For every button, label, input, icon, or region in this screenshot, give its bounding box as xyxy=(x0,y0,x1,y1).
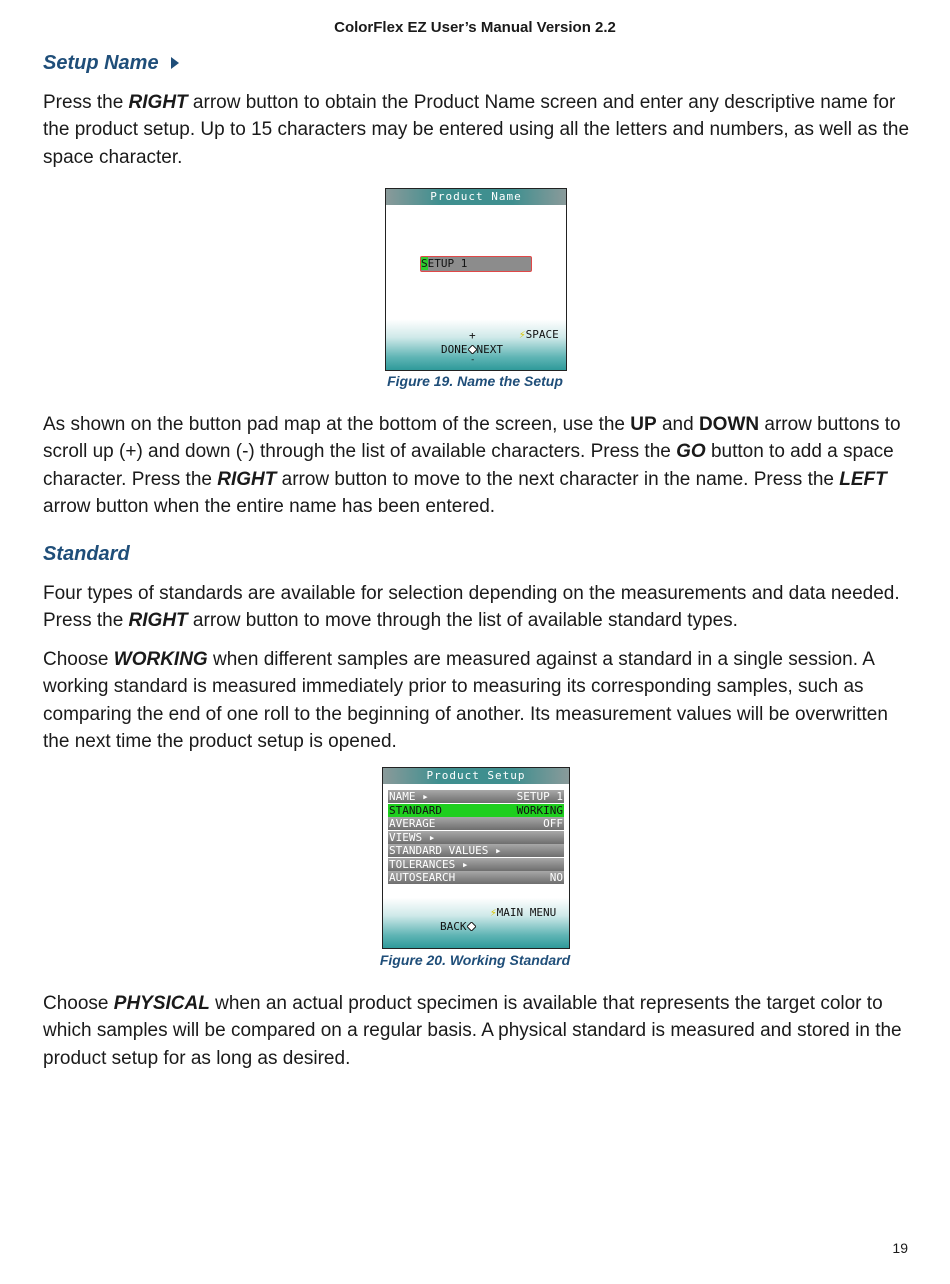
menu-row[interactable] xyxy=(388,871,564,884)
text: button to add a space character. Press the xyxy=(43,441,894,490)
menu-row-label: STANDARD xyxy=(389,803,442,817)
emphasis-right: RIGHT xyxy=(128,610,188,632)
screen-title: Product Setup xyxy=(383,768,569,784)
text: and xyxy=(656,414,699,435)
back-label: BACK xyxy=(440,920,467,933)
menu-row-label: TOLERANCES ▸ xyxy=(389,857,469,871)
emphasis-working: WORKING xyxy=(113,649,208,670)
bold-up: UP xyxy=(630,414,657,435)
figure-19-caption: Figure 19. Name the Setup xyxy=(387,373,563,389)
product-name-screen xyxy=(385,188,567,371)
dpad-icon xyxy=(468,345,477,354)
page-number: 19 xyxy=(892,1240,908,1256)
back-hint xyxy=(440,920,476,933)
section-heading-standard: Standard xyxy=(43,543,130,565)
setup-menu xyxy=(388,790,564,885)
menu-row-label: STANDARD VALUES ▸ xyxy=(389,844,502,857)
menu-row-label: AVERAGE xyxy=(389,817,436,830)
emphasis-go: GO xyxy=(676,441,706,463)
lightning-icon: ⚡ xyxy=(490,906,497,919)
text: arrow buttons to scroll up (+) and down (-) through the list of available characters. Press the xyxy=(43,414,901,463)
menu-row[interactable] xyxy=(388,817,564,830)
menu-row[interactable] xyxy=(388,831,564,844)
product-setup-screen xyxy=(382,767,570,949)
text: arrow button to move to the next character in the name. Press the xyxy=(276,468,840,490)
text: Press the xyxy=(43,92,129,113)
text: when different samples are measured against a standard in a single session. A working standard is measured immediately prior to measuring its corresponding samples, such as comparing the end of one roll to the beginning of another. Its measurement values will be overwritten the next time the product setup is opened. xyxy=(43,649,888,752)
minus-hint: - xyxy=(470,355,476,365)
heading-text: Setup Name xyxy=(43,52,159,74)
main-menu-label: MAIN MENU xyxy=(496,906,557,919)
paragraph-standard-types xyxy=(43,580,913,635)
menu-row-value: WORKING xyxy=(516,803,563,817)
paragraph-setup-name-intro xyxy=(43,89,913,171)
next-label: NEXT xyxy=(476,343,503,356)
screen-title: Product Name xyxy=(386,189,566,205)
done-label: DONE xyxy=(441,343,468,356)
text-cursor: S xyxy=(421,257,428,270)
emphasis-physical: PHYSICAL xyxy=(113,993,210,1014)
emphasis-left: LEFT xyxy=(839,468,887,490)
paragraph-scroll-instructions xyxy=(43,411,913,520)
text: arrow button when the entire name has been entered. xyxy=(43,495,496,517)
menu-row[interactable] xyxy=(388,804,564,817)
lightning-icon: ⚡ xyxy=(519,328,526,341)
menu-row[interactable] xyxy=(388,844,564,857)
emphasis-right: RIGHT xyxy=(217,468,277,490)
menu-row[interactable] xyxy=(388,790,564,803)
field-text: ETUP 1 xyxy=(427,257,468,270)
dpad-icon xyxy=(467,922,476,931)
figure-20-caption: Figure 20. Working Standard xyxy=(379,952,571,968)
text: arrow button to obtain the Product Name screen and enter any descriptive name for the product setup. Up to 15 characters may be entered using all the letters and numbers, as well as the space character. xyxy=(43,92,910,168)
menu-row-label: NAME ▸ xyxy=(389,790,429,803)
text: Choose xyxy=(43,993,114,1014)
emphasis-right: RIGHT xyxy=(128,92,188,113)
menu-row-value: OFF xyxy=(543,817,563,830)
section-heading-setup-name xyxy=(43,52,180,75)
right-triangle-icon xyxy=(168,55,180,71)
text: Four types of standards are available for selection depending on the measurements and data needed. Press the xyxy=(43,583,900,632)
bold-down: DOWN xyxy=(698,414,760,435)
text: when an actual product specimen is available that represents the target color to which samples will be compared on a regular basis. A physical standard is measured and stored in the product setup for as long as desired. xyxy=(43,993,902,1069)
menu-row[interactable] xyxy=(388,858,564,871)
text: Choose xyxy=(43,649,114,670)
text: As shown on the button pad map at the bottom of the screen, use the xyxy=(43,414,631,435)
space-hint xyxy=(519,328,559,341)
running-header: ColorFlex EZ User’s Manual Version 2.2 xyxy=(334,19,616,36)
menu-row-value: NO xyxy=(549,871,563,884)
paragraph-physical-standard xyxy=(43,990,913,1072)
menu-row-value: SETUP 1 xyxy=(516,790,563,803)
menu-row-label: AUTOSEARCH xyxy=(389,871,456,884)
product-name-field[interactable] xyxy=(420,256,532,272)
plus-hint: + xyxy=(469,329,476,342)
menu-row-label: VIEWS ▸ xyxy=(389,830,436,844)
main-menu-hint xyxy=(490,906,556,919)
space-label: SPACE xyxy=(525,328,559,341)
paragraph-working-standard xyxy=(43,646,913,755)
text: arrow button to move through the list of available standard types. xyxy=(187,610,738,632)
